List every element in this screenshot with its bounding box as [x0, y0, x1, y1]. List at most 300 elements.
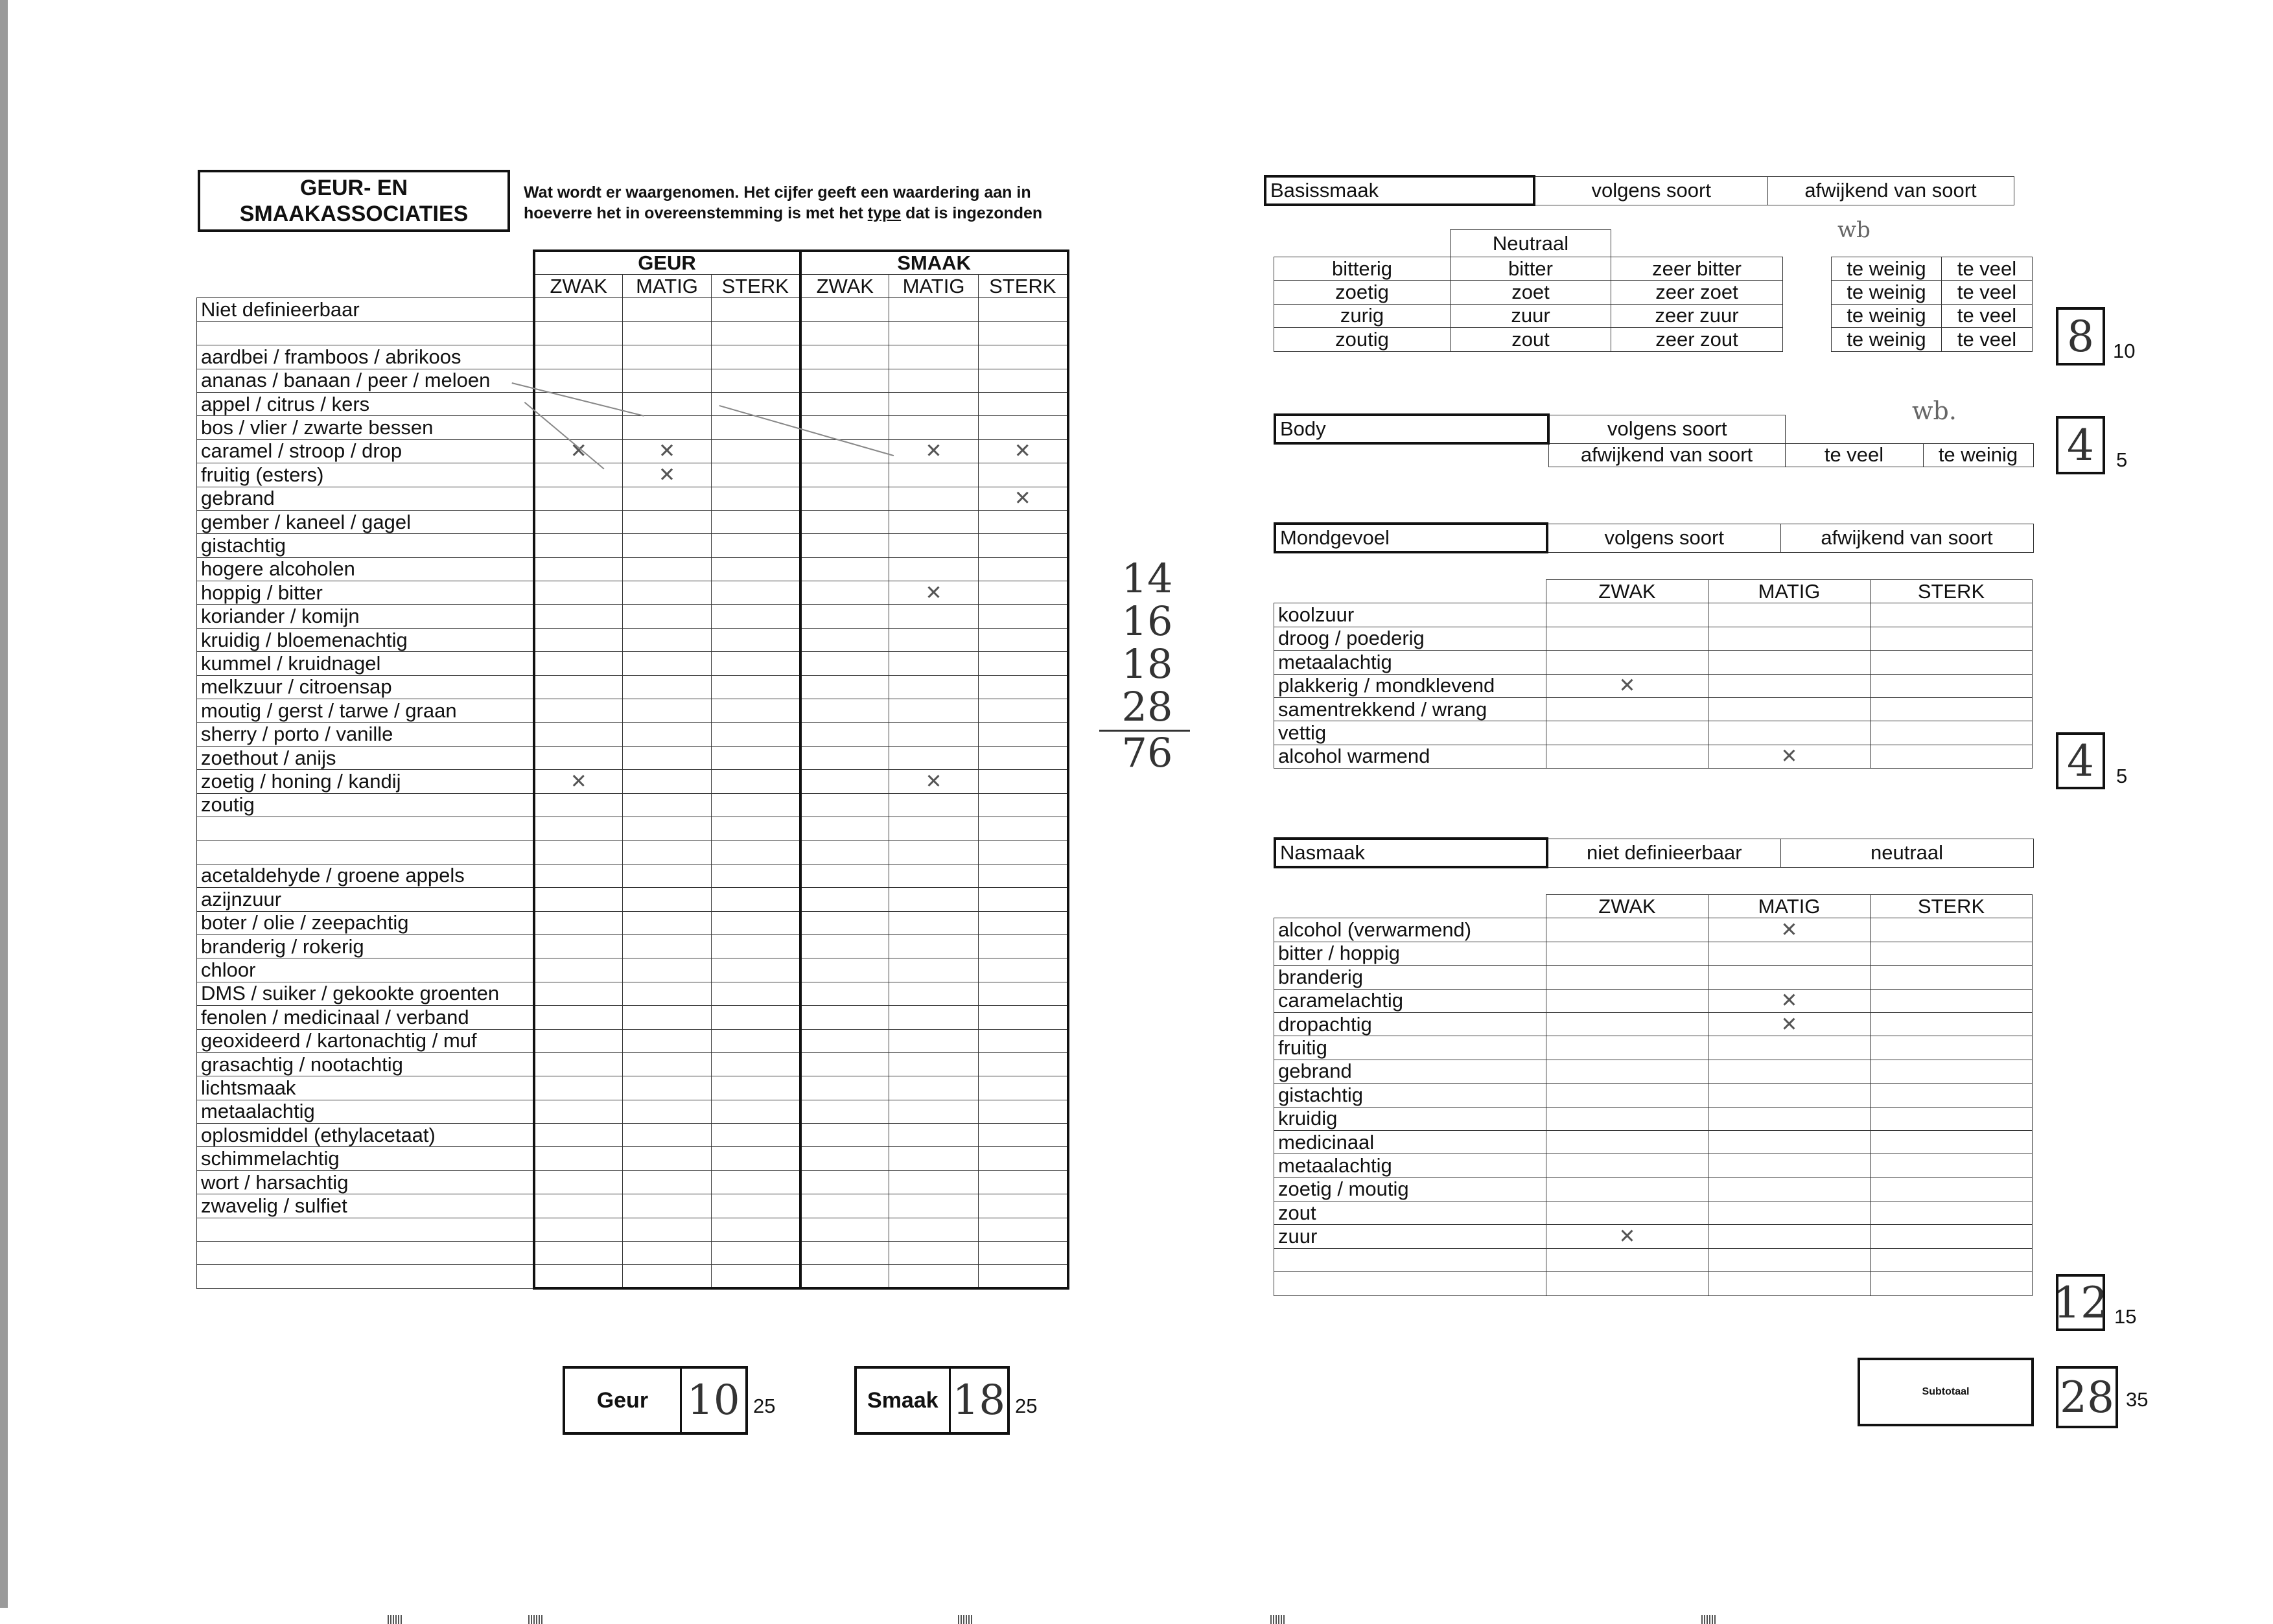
rating-cell[interactable] — [712, 911, 800, 934]
rating-cell[interactable] — [534, 958, 623, 982]
amount-option[interactable]: te veel — [1942, 257, 2033, 281]
rating-cell[interactable] — [1871, 1060, 2033, 1083]
rating-cell[interactable] — [534, 605, 623, 628]
rating-cell[interactable] — [800, 864, 889, 887]
rating-cell[interactable] — [1546, 745, 1708, 768]
rating-cell[interactable] — [534, 817, 623, 840]
rating-cell[interactable] — [712, 369, 800, 392]
rating-cell[interactable] — [534, 1076, 623, 1100]
rating-cell[interactable] — [800, 958, 889, 982]
rating-cell[interactable] — [889, 1100, 979, 1123]
rating-cell[interactable] — [1708, 603, 1871, 627]
rating-cell[interactable] — [800, 487, 889, 510]
rating-cell[interactable] — [712, 1100, 800, 1123]
rating-cell[interactable] — [800, 982, 889, 1005]
rating-cell[interactable] — [800, 392, 889, 415]
rating-cell[interactable] — [889, 321, 979, 345]
rating-cell[interactable] — [800, 510, 889, 533]
rating-cell[interactable] — [979, 298, 1068, 321]
rating-cell[interactable] — [1871, 603, 2033, 627]
rating-cell[interactable] — [1546, 1130, 1708, 1154]
rating-cell[interactable] — [979, 1100, 1068, 1123]
rating-cell[interactable] — [800, 345, 889, 369]
rating-cell[interactable] — [623, 510, 712, 533]
rating-cell[interactable] — [1871, 674, 2033, 697]
rating-cell[interactable] — [889, 934, 979, 958]
rating-cell[interactable] — [800, 934, 889, 958]
rating-cell[interactable] — [889, 770, 979, 793]
rating-cell[interactable] — [712, 888, 800, 911]
rating-cell[interactable] — [889, 581, 979, 605]
rating-cell[interactable] — [979, 392, 1068, 415]
rating-cell[interactable] — [1708, 942, 1871, 965]
rating-cell[interactable] — [1546, 918, 1708, 942]
rating-cell[interactable] — [979, 1147, 1068, 1170]
rating-cell[interactable] — [889, 1265, 979, 1288]
rating-cell[interactable] — [1546, 721, 1708, 745]
rating-cell[interactable] — [889, 1029, 979, 1052]
rating-cell[interactable] — [712, 864, 800, 887]
rating-cell[interactable] — [712, 652, 800, 675]
rating-cell[interactable] — [623, 463, 712, 487]
rating-cell[interactable] — [623, 534, 712, 557]
rating-cell[interactable] — [1871, 1225, 2033, 1248]
rating-cell[interactable] — [1708, 745, 1871, 768]
rating-cell[interactable] — [889, 1124, 979, 1147]
rating-cell[interactable] — [1546, 966, 1708, 989]
rating-cell[interactable] — [623, 864, 712, 887]
rating-cell[interactable] — [979, 510, 1068, 533]
basissmaak-option[interactable]: zoetig — [1274, 281, 1451, 304]
rating-cell[interactable] — [1708, 1036, 1871, 1060]
rating-cell[interactable] — [1708, 1012, 1871, 1036]
rating-cell[interactable] — [889, 746, 979, 769]
rating-cell[interactable] — [1546, 1012, 1708, 1036]
rating-cell[interactable] — [534, 345, 623, 369]
rating-cell[interactable] — [623, 793, 712, 817]
rating-cell[interactable] — [979, 369, 1068, 392]
rating-cell[interactable] — [979, 1029, 1068, 1052]
rating-cell[interactable] — [534, 463, 623, 487]
rating-cell[interactable] — [800, 699, 889, 723]
rating-cell[interactable] — [534, 888, 623, 911]
rating-cell[interactable] — [534, 746, 623, 769]
rating-cell[interactable] — [623, 487, 712, 510]
rating-cell[interactable] — [979, 321, 1068, 345]
rating-cell[interactable] — [889, 1194, 979, 1218]
rating-cell[interactable] — [889, 675, 979, 699]
rating-cell[interactable] — [712, 1194, 800, 1218]
rating-cell[interactable] — [623, 1124, 712, 1147]
rating-cell[interactable] — [889, 888, 979, 911]
rating-cell[interactable] — [979, 581, 1068, 605]
rating-cell[interactable] — [800, 1147, 889, 1170]
rating-cell[interactable] — [979, 888, 1068, 911]
rating-cell[interactable] — [623, 321, 712, 345]
rating-cell[interactable] — [534, 1218, 623, 1241]
rating-cell[interactable] — [623, 982, 712, 1005]
rating-cell[interactable] — [623, 958, 712, 982]
rating-cell[interactable] — [623, 841, 712, 864]
rating-cell[interactable] — [712, 392, 800, 415]
rating-cell[interactable] — [800, 888, 889, 911]
rating-cell[interactable] — [800, 1265, 889, 1288]
rating-cell[interactable] — [889, 841, 979, 864]
rating-cell[interactable] — [800, 581, 889, 605]
rating-cell[interactable] — [712, 958, 800, 982]
rating-cell[interactable] — [712, 510, 800, 533]
rating-cell[interactable] — [534, 699, 623, 723]
rating-cell[interactable] — [712, 298, 800, 321]
rating-cell[interactable] — [623, 675, 712, 699]
rating-cell[interactable] — [712, 1147, 800, 1170]
rating-cell[interactable] — [1546, 1154, 1708, 1177]
rating-cell[interactable] — [1708, 989, 1871, 1012]
rating-cell[interactable] — [1546, 1084, 1708, 1107]
rating-cell[interactable] — [889, 463, 979, 487]
rating-cell[interactable] — [1708, 1248, 1871, 1271]
rating-cell[interactable] — [1871, 1272, 2033, 1295]
rating-cell[interactable] — [1546, 1177, 1708, 1201]
rating-cell[interactable] — [979, 1076, 1068, 1100]
rating-cell[interactable] — [534, 557, 623, 581]
rating-cell[interactable] — [534, 982, 623, 1005]
rating-cell[interactable] — [623, 699, 712, 723]
basissmaak-option[interactable]: zoutig — [1274, 328, 1451, 351]
rating-cell[interactable] — [1871, 1012, 2033, 1036]
rating-cell[interactable] — [889, 1218, 979, 1241]
rating-cell[interactable] — [800, 321, 889, 345]
rating-cell[interactable] — [623, 298, 712, 321]
rating-cell[interactable] — [1708, 721, 1871, 745]
rating-cell[interactable] — [979, 487, 1068, 510]
rating-cell[interactable] — [800, 817, 889, 840]
rating-cell[interactable] — [623, 581, 712, 605]
rating-cell[interactable] — [800, 911, 889, 934]
rating-cell[interactable] — [889, 1147, 979, 1170]
amount-option[interactable]: te weinig — [1832, 257, 1942, 281]
rating-cell[interactable] — [1871, 1248, 2033, 1271]
rating-cell[interactable] — [800, 534, 889, 557]
rating-cell[interactable] — [889, 958, 979, 982]
rating-cell[interactable] — [800, 841, 889, 864]
rating-cell[interactable] — [712, 1218, 800, 1241]
basissmaak-option[interactable]: zeer zout — [1611, 328, 1783, 351]
rating-cell[interactable] — [889, 699, 979, 723]
rating-cell[interactable] — [1871, 1036, 2033, 1060]
rating-cell[interactable] — [1871, 918, 2033, 942]
rating-cell[interactable] — [623, 628, 712, 651]
rating-cell[interactable] — [979, 911, 1068, 934]
rating-cell[interactable] — [889, 911, 979, 934]
amount-option[interactable]: te weinig — [1832, 304, 1942, 327]
rating-cell[interactable] — [800, 416, 889, 439]
rating-cell[interactable] — [534, 392, 623, 415]
rating-cell[interactable] — [979, 1194, 1068, 1218]
rating-cell[interactable] — [800, 675, 889, 699]
rating-cell[interactable] — [889, 605, 979, 628]
rating-cell[interactable] — [534, 369, 623, 392]
basissmaak-option[interactable]: zoet — [1451, 281, 1611, 304]
rating-cell[interactable] — [623, 817, 712, 840]
rating-cell[interactable] — [979, 958, 1068, 982]
rating-cell[interactable] — [712, 934, 800, 958]
basissmaak-option[interactable]: bitter — [1451, 257, 1611, 281]
rating-cell[interactable] — [1871, 942, 2033, 965]
rating-cell[interactable] — [979, 605, 1068, 628]
rating-cell[interactable] — [1708, 1084, 1871, 1107]
rating-cell[interactable] — [534, 1242, 623, 1265]
rating-cell[interactable] — [623, 1052, 712, 1076]
rating-cell[interactable] — [1871, 1084, 2033, 1107]
rating-cell[interactable] — [1546, 1201, 1708, 1225]
rating-cell[interactable] — [623, 770, 712, 793]
rating-cell[interactable] — [979, 345, 1068, 369]
rating-cell[interactable] — [889, 534, 979, 557]
rating-cell[interactable] — [1871, 1177, 2033, 1201]
rating-cell[interactable] — [1708, 1154, 1871, 1177]
rating-cell[interactable] — [800, 770, 889, 793]
rating-cell[interactable] — [889, 652, 979, 675]
rating-cell[interactable] — [800, 1052, 889, 1076]
rating-cell[interactable] — [979, 723, 1068, 746]
rating-cell[interactable] — [712, 1052, 800, 1076]
rating-cell[interactable] — [979, 628, 1068, 651]
rating-cell[interactable] — [534, 534, 623, 557]
rating-cell[interactable] — [623, 416, 712, 439]
rating-cell[interactable] — [889, 557, 979, 581]
rating-cell[interactable] — [712, 746, 800, 769]
rating-cell[interactable] — [712, 841, 800, 864]
rating-cell[interactable] — [979, 1006, 1068, 1029]
basissmaak-option[interactable]: bitterig — [1274, 257, 1451, 281]
rating-cell[interactable] — [712, 463, 800, 487]
rating-cell[interactable] — [534, 1194, 623, 1218]
rating-cell[interactable] — [534, 1124, 623, 1147]
rating-cell[interactable] — [534, 841, 623, 864]
rating-cell[interactable] — [979, 699, 1068, 723]
rating-cell[interactable] — [979, 841, 1068, 864]
rating-cell[interactable] — [1546, 1060, 1708, 1083]
rating-cell[interactable] — [534, 770, 623, 793]
rating-cell[interactable] — [800, 298, 889, 321]
rating-cell[interactable] — [712, 1076, 800, 1100]
rating-cell[interactable] — [889, 487, 979, 510]
rating-cell[interactable] — [1546, 1248, 1708, 1271]
rating-cell[interactable] — [712, 1265, 800, 1288]
rating-cell[interactable] — [1708, 1107, 1871, 1130]
rating-cell[interactable] — [889, 793, 979, 817]
rating-cell[interactable] — [1546, 1272, 1708, 1295]
rating-cell[interactable] — [1708, 1272, 1871, 1295]
rating-cell[interactable] — [1546, 1225, 1708, 1248]
rating-cell[interactable] — [712, 817, 800, 840]
rating-cell[interactable] — [889, 510, 979, 533]
rating-cell[interactable] — [800, 628, 889, 651]
rating-cell[interactable] — [623, 1029, 712, 1052]
rating-cell[interactable] — [1871, 651, 2033, 674]
rating-cell[interactable] — [1871, 627, 2033, 650]
rating-cell[interactable] — [1708, 1060, 1871, 1083]
rating-cell[interactable] — [534, 487, 623, 510]
rating-cell[interactable] — [800, 1100, 889, 1123]
rating-cell[interactable] — [979, 1170, 1068, 1194]
rating-cell[interactable] — [712, 793, 800, 817]
rating-cell[interactable] — [534, 1029, 623, 1052]
rating-cell[interactable] — [712, 723, 800, 746]
rating-cell[interactable] — [1871, 1154, 2033, 1177]
rating-cell[interactable] — [623, 723, 712, 746]
rating-cell[interactable] — [889, 1242, 979, 1265]
rating-cell[interactable] — [889, 369, 979, 392]
rating-cell[interactable] — [1871, 697, 2033, 721]
rating-cell[interactable] — [1871, 1201, 2033, 1225]
rating-cell[interactable] — [1546, 1107, 1708, 1130]
rating-cell[interactable] — [800, 1170, 889, 1194]
rating-cell[interactable] — [534, 439, 623, 463]
rating-cell[interactable] — [1546, 942, 1708, 965]
rating-cell[interactable] — [979, 770, 1068, 793]
rating-cell[interactable] — [979, 534, 1068, 557]
rating-cell[interactable] — [1546, 989, 1708, 1012]
rating-cell[interactable] — [1871, 1107, 2033, 1130]
rating-cell[interactable] — [800, 1076, 889, 1100]
rating-cell[interactable] — [889, 416, 979, 439]
rating-cell[interactable] — [712, 487, 800, 510]
rating-cell[interactable] — [534, 911, 623, 934]
rating-cell[interactable] — [623, 1218, 712, 1241]
rating-cell[interactable] — [623, 1194, 712, 1218]
rating-cell[interactable] — [1871, 966, 2033, 989]
rating-cell[interactable] — [800, 793, 889, 817]
amount-option[interactable]: te veel — [1942, 328, 2033, 351]
rating-cell[interactable] — [1708, 918, 1871, 942]
rating-cell[interactable] — [712, 1006, 800, 1029]
rating-cell[interactable] — [623, 1242, 712, 1265]
rating-cell[interactable] — [712, 770, 800, 793]
rating-cell[interactable] — [534, 934, 623, 958]
rating-cell[interactable] — [623, 369, 712, 392]
rating-cell[interactable] — [889, 1170, 979, 1194]
rating-cell[interactable] — [800, 369, 889, 392]
rating-cell[interactable] — [534, 321, 623, 345]
rating-cell[interactable] — [623, 557, 712, 581]
basissmaak-option[interactable]: zuur — [1451, 304, 1611, 327]
rating-cell[interactable] — [979, 439, 1068, 463]
rating-cell[interactable] — [623, 911, 712, 934]
rating-cell[interactable] — [712, 675, 800, 699]
rating-cell[interactable] — [623, 1265, 712, 1288]
rating-cell[interactable] — [1708, 1225, 1871, 1248]
rating-cell[interactable] — [534, 1006, 623, 1029]
rating-cell[interactable] — [889, 392, 979, 415]
rating-cell[interactable] — [1708, 966, 1871, 989]
basissmaak-option[interactable]: zeer bitter — [1611, 257, 1783, 281]
basissmaak-option[interactable]: zeer zuur — [1611, 304, 1783, 327]
amount-option[interactable]: te veel — [1942, 304, 2033, 327]
rating-cell[interactable] — [1546, 697, 1708, 721]
rating-cell[interactable] — [889, 439, 979, 463]
rating-cell[interactable] — [712, 416, 800, 439]
rating-cell[interactable] — [889, 864, 979, 887]
rating-cell[interactable] — [1708, 627, 1871, 650]
rating-cell[interactable] — [800, 652, 889, 675]
rating-cell[interactable] — [979, 1124, 1068, 1147]
rating-cell[interactable] — [712, 345, 800, 369]
rating-cell[interactable] — [979, 1218, 1068, 1241]
rating-cell[interactable] — [1546, 651, 1708, 674]
rating-cell[interactable] — [1708, 1177, 1871, 1201]
rating-cell[interactable] — [979, 1052, 1068, 1076]
rating-cell[interactable] — [534, 510, 623, 533]
rating-cell[interactable] — [534, 628, 623, 651]
rating-cell[interactable] — [712, 557, 800, 581]
rating-cell[interactable] — [889, 345, 979, 369]
amount-option[interactable]: te veel — [1942, 281, 2033, 304]
amount-option[interactable]: te weinig — [1832, 281, 1942, 304]
rating-cell[interactable] — [979, 1265, 1068, 1288]
basissmaak-option[interactable]: zurig — [1274, 304, 1451, 327]
rating-cell[interactable] — [800, 1242, 889, 1265]
rating-cell[interactable] — [889, 817, 979, 840]
rating-cell[interactable] — [979, 746, 1068, 769]
rating-cell[interactable] — [712, 1242, 800, 1265]
rating-cell[interactable] — [534, 1100, 623, 1123]
rating-cell[interactable] — [623, 1006, 712, 1029]
rating-cell[interactable] — [800, 1006, 889, 1029]
rating-cell[interactable] — [800, 1029, 889, 1052]
rating-cell[interactable] — [1546, 603, 1708, 627]
rating-cell[interactable] — [1871, 745, 2033, 768]
rating-cell[interactable] — [979, 793, 1068, 817]
rating-cell[interactable] — [623, 746, 712, 769]
rating-cell[interactable] — [800, 463, 889, 487]
rating-cell[interactable] — [534, 1170, 623, 1194]
rating-cell[interactable] — [623, 1076, 712, 1100]
rating-cell[interactable] — [800, 746, 889, 769]
rating-cell[interactable] — [800, 1218, 889, 1241]
rating-cell[interactable] — [1708, 697, 1871, 721]
rating-cell[interactable] — [534, 298, 623, 321]
rating-cell[interactable] — [889, 723, 979, 746]
rating-cell[interactable] — [534, 864, 623, 887]
rating-cell[interactable] — [979, 416, 1068, 439]
rating-cell[interactable] — [623, 605, 712, 628]
rating-cell[interactable] — [800, 723, 889, 746]
rating-cell[interactable] — [623, 1170, 712, 1194]
rating-cell[interactable] — [979, 675, 1068, 699]
rating-cell[interactable] — [623, 1100, 712, 1123]
rating-cell[interactable] — [1708, 651, 1871, 674]
rating-cell[interactable] — [979, 864, 1068, 887]
basissmaak-option[interactable]: zout — [1451, 328, 1611, 351]
rating-cell[interactable] — [979, 982, 1068, 1005]
rating-cell[interactable] — [712, 628, 800, 651]
rating-cell[interactable] — [889, 628, 979, 651]
rating-cell[interactable] — [623, 345, 712, 369]
rating-cell[interactable] — [979, 817, 1068, 840]
rating-cell[interactable] — [979, 652, 1068, 675]
rating-cell[interactable] — [623, 934, 712, 958]
rating-cell[interactable] — [534, 652, 623, 675]
rating-cell[interactable] — [623, 652, 712, 675]
rating-cell[interactable] — [712, 321, 800, 345]
rating-cell[interactable] — [623, 439, 712, 463]
rating-cell[interactable] — [623, 1147, 712, 1170]
rating-cell[interactable] — [712, 534, 800, 557]
rating-cell[interactable] — [712, 1170, 800, 1194]
rating-cell[interactable] — [534, 416, 623, 439]
